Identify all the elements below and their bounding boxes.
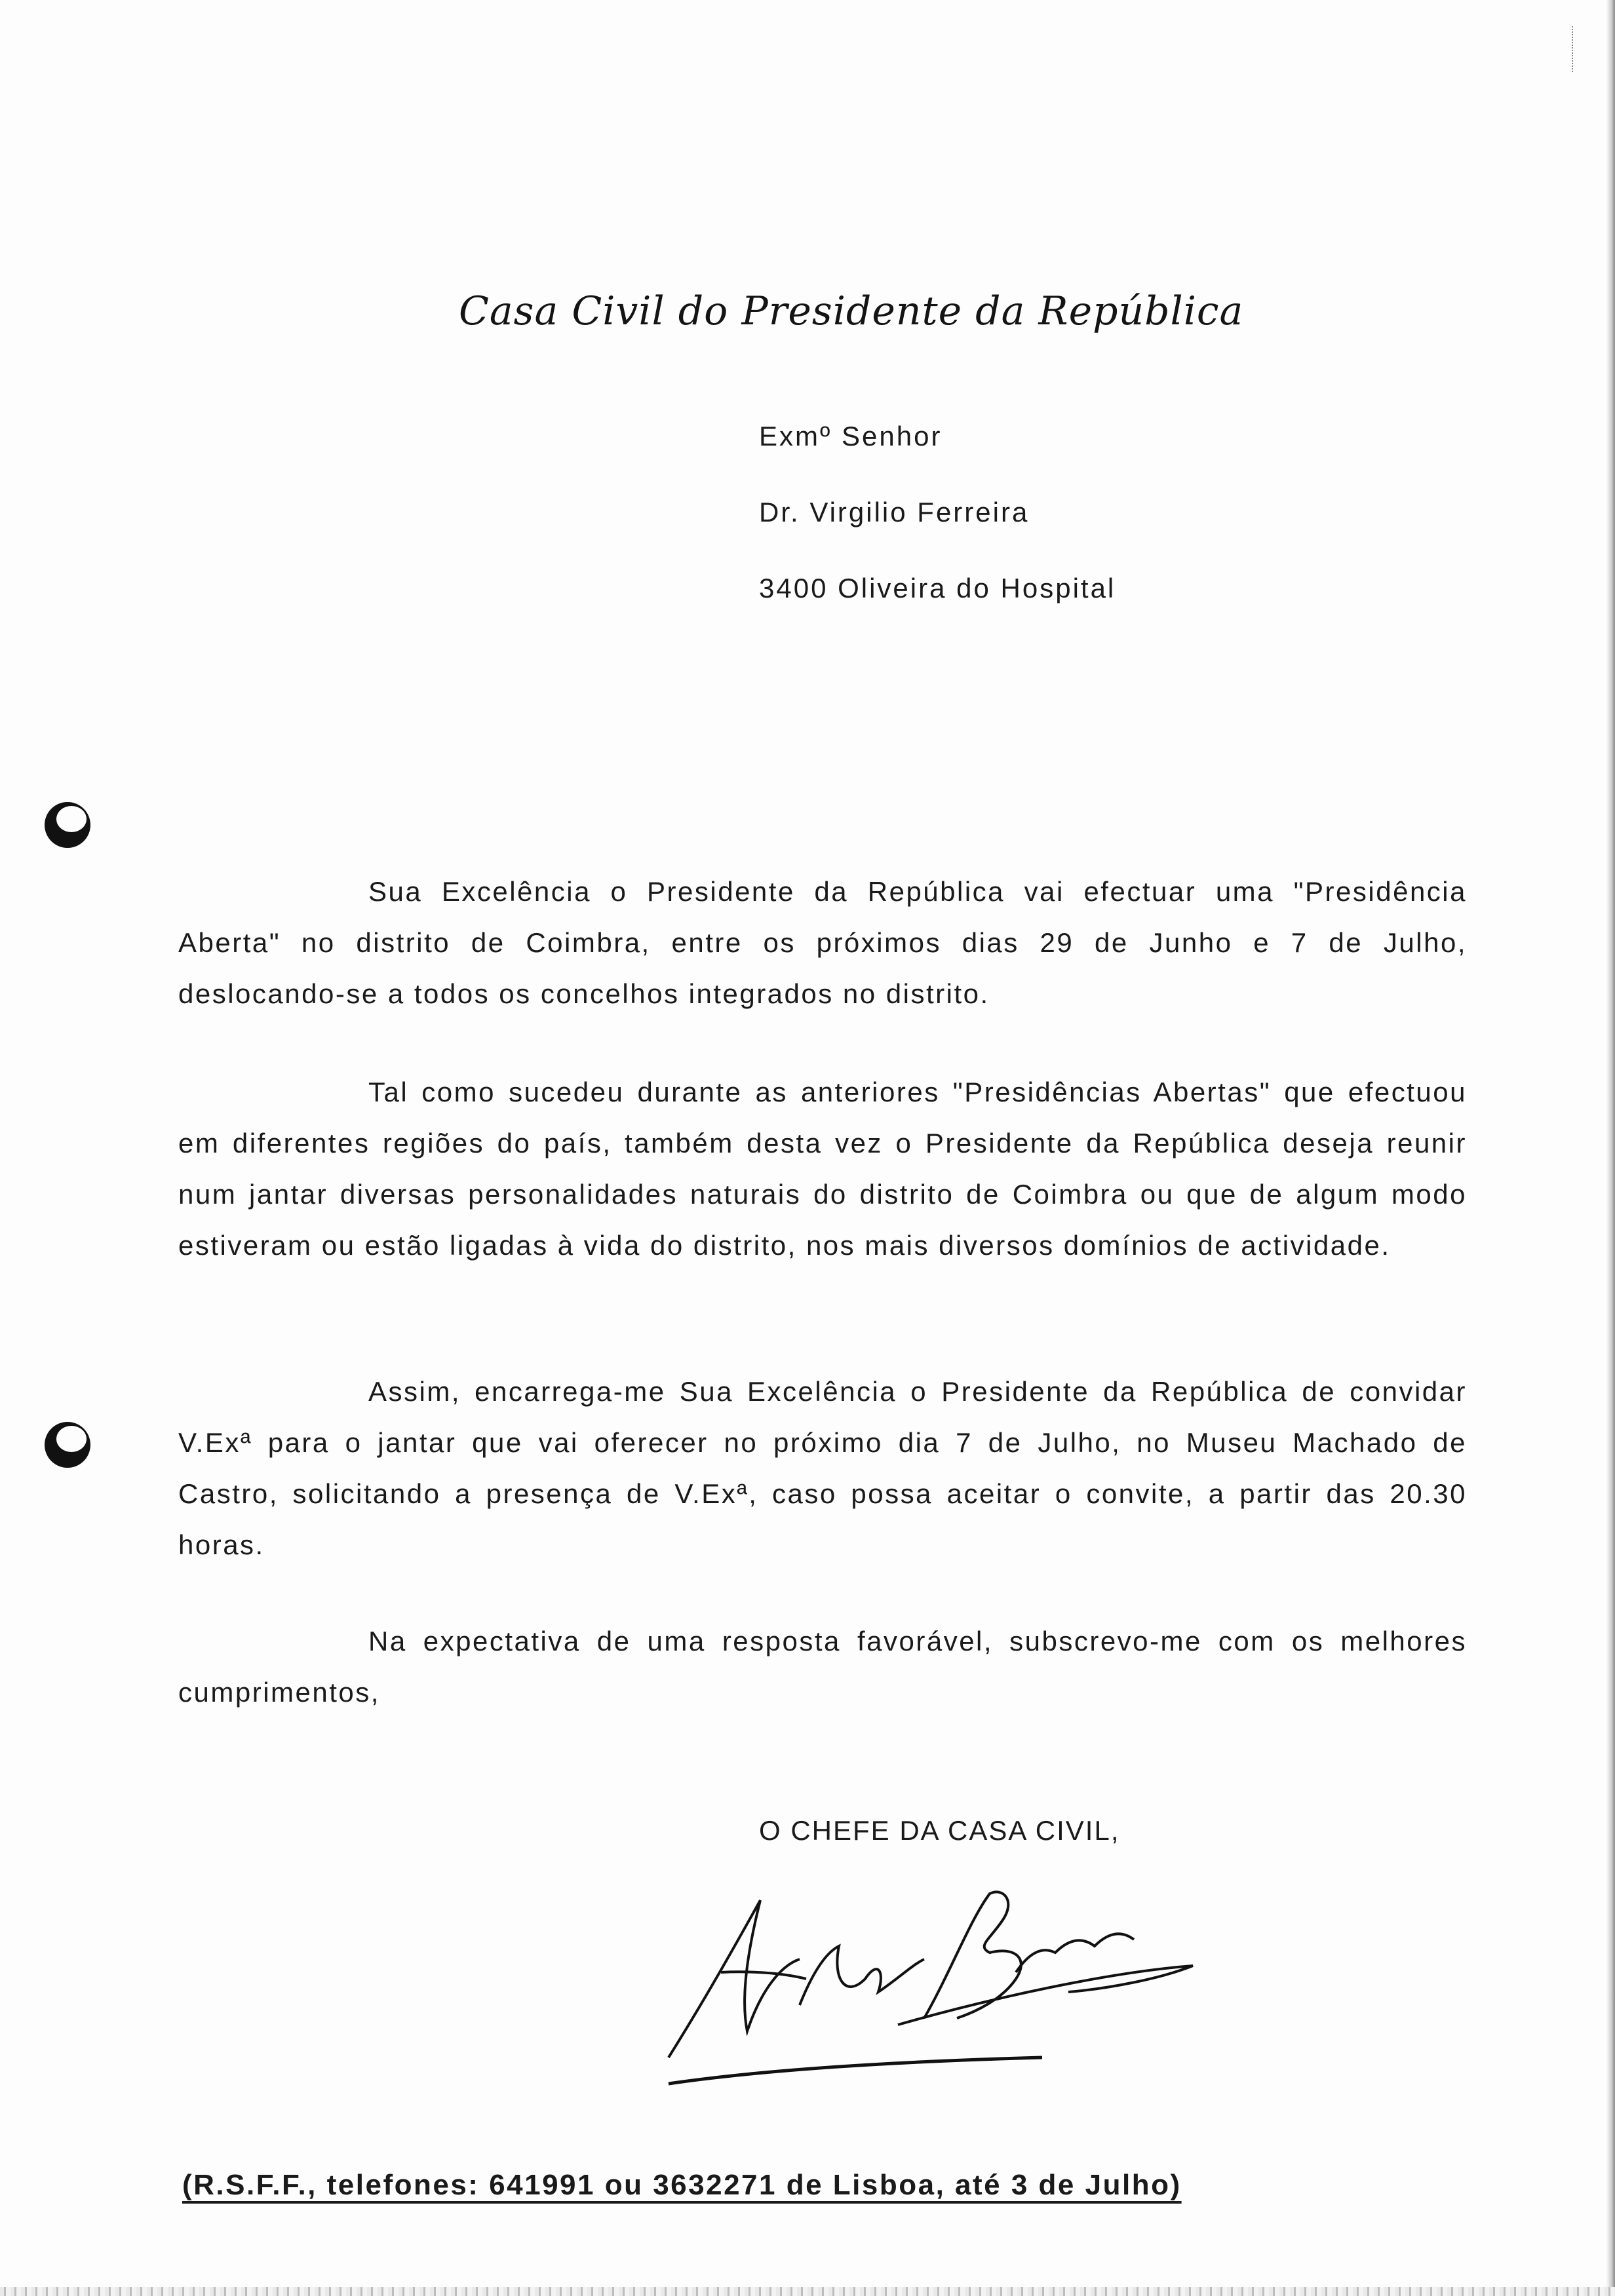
body-paragraph-3: Assim, encarrega-me Sua Excelência o Presidente da República de convidar V.Exª para o jantar que vai oferecer no próximo dia 7 de Julho, no Museu Machado de Castro, solicitando a presença de V.Exª, caso possa aceitar o convite, a partir das 20.30 horas. <box>178 1376 1467 1560</box>
punch-hole-bottom <box>45 1422 90 1468</box>
margin-mark <box>1572 26 1589 72</box>
body-paragraph-1: Sua Excelência o Presidente da República vai efectuar uma "Presidência Aberta" no distrito de Coimbra, entre os próximos dias 29 de Junho e 7 de Julho, deslocando-se a todos os concelhos integrados no distrito. <box>178 876 1467 1009</box>
signature-title: O CHEFE DA CASA CIVIL, <box>759 1815 1120 1846</box>
footer-note: (R.S.F.F., telefones: 641991 ou 3632271 de Lisboa, até 3 de Julho) <box>182 2169 1182 2201</box>
recipient-name: Dr. Virgilio Ferreira <box>759 497 1030 527</box>
scan-right-edge <box>1606 0 1615 2296</box>
recipient-address: 3400 Oliveira do Hospital <box>759 573 1116 603</box>
body-paragraph-4: Na expectativa de uma resposta favorável, subscrevo-me com os melhores cumprimentos, <box>178 1626 1467 1708</box>
handwritten-signature <box>649 1874 1199 2097</box>
recipient-block <box>759 398 1116 626</box>
punch-hole-top <box>45 802 90 848</box>
letterhead: Casa Civil do Presidente da República <box>459 288 1244 334</box>
scan-bottom-edge <box>0 2287 1615 2296</box>
body-paragraph-2: Tal como sucedeu durante as anteriores "Presidências Abertas" que efectuou em diferentes regiões do país, também desta vez o Presidente da República deseja reunir num jantar diversas personalidades naturais do distrito de Coimbra ou que de algum modo estiveram ou estão ligadas à vida do distrito, nos mais diversos domínios de actividade. <box>178 1077 1467 1261</box>
recipient-salutation: Exmº Senhor <box>759 421 943 451</box>
